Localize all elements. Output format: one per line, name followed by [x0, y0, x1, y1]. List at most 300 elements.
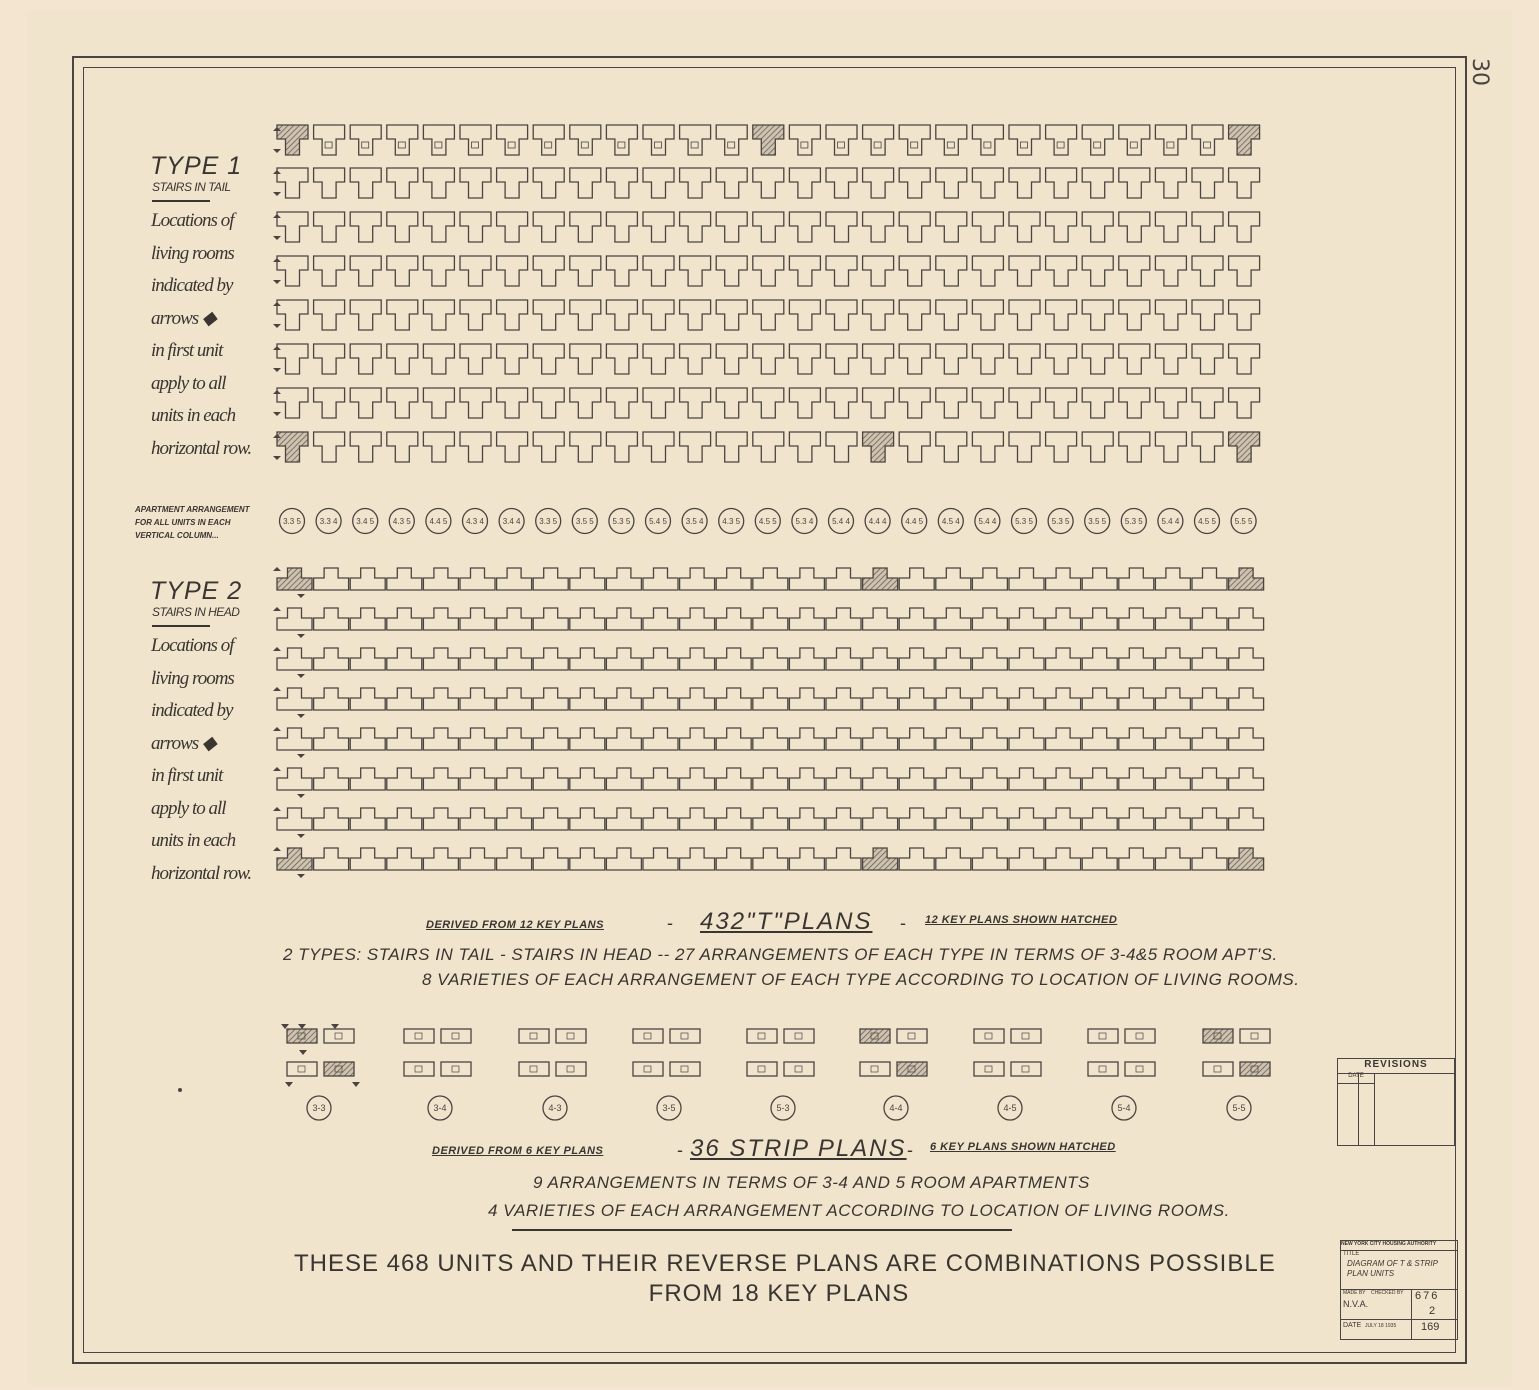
type2-legend-line-0: Locations of [151, 635, 234, 656]
t-unit [387, 608, 422, 630]
t-unit [1082, 432, 1113, 462]
t-unit [789, 300, 820, 330]
stair-mark [452, 1033, 459, 1039]
t-unit [1082, 848, 1117, 870]
t-unit [1155, 344, 1186, 374]
t-unit [753, 256, 784, 286]
t-unit [643, 608, 678, 630]
t-unit [936, 300, 967, 330]
t-unit [1155, 648, 1190, 670]
t-line1: 2 TYPES: STAIRS IN TAIL - STAIRS IN HEAD -- 27 ARRANGEMENTS OF EACH TYPE IN TERMS OF 3-4&5 ROOM APT'S. [283, 945, 1278, 964]
t-unit [680, 432, 711, 462]
stair-mark [985, 1033, 992, 1039]
t-unit [606, 848, 641, 870]
t-unit [533, 608, 568, 630]
t-unit [387, 728, 422, 750]
title-block-title-label: TITLE [1343, 1251, 1360, 1257]
arrangement-code: 5.4 4 [832, 517, 850, 526]
t-unit [716, 688, 751, 710]
type2-legend-line-6: units in each [151, 830, 236, 851]
t-unit [789, 388, 820, 418]
stair-mark [415, 1033, 422, 1039]
t-unit [423, 344, 454, 374]
t-unit [350, 212, 381, 242]
t-unit [936, 848, 971, 870]
arrangement-label-line-0: APARTMENT ARRANGEMENT [135, 505, 250, 514]
t-unit [423, 648, 458, 670]
living-room-arrow [273, 567, 281, 571]
t-unit [1046, 848, 1081, 870]
t-unit [1046, 728, 1081, 750]
t-unit [460, 688, 495, 710]
t-unit [350, 768, 385, 790]
t-unit [899, 168, 930, 198]
stair-mark [530, 1066, 537, 1072]
strip-caption-right: 6 KEY PLANS SHOWN HATCHED [930, 1141, 1116, 1153]
living-room-arrow [352, 1082, 360, 1087]
strip-code: 5-3 [776, 1103, 790, 1113]
t-unit [972, 648, 1007, 670]
living-room-arrow [273, 214, 281, 218]
stair-mark [415, 1066, 422, 1072]
t-unit [899, 768, 934, 790]
t-unit [1009, 212, 1040, 242]
t-unit [1155, 728, 1190, 750]
t-unit [899, 808, 934, 830]
t-unit [314, 728, 349, 750]
strip-caption-left: DERIVED FROM 6 KEY PLANS [432, 1145, 604, 1157]
t-unit [972, 168, 1003, 198]
t-unit [314, 344, 345, 374]
t-unit [753, 648, 788, 670]
t-unit [716, 648, 751, 670]
t-unit [789, 212, 820, 242]
t-unit [314, 168, 345, 198]
t-unit [1229, 728, 1264, 750]
strip-unit [974, 1062, 1004, 1076]
t-unit [716, 568, 751, 590]
t-unit [497, 212, 528, 242]
t-unit [1009, 125, 1040, 155]
t-unit [826, 568, 861, 590]
arrangement-code: 5.4 4 [978, 517, 997, 526]
stair-mark [298, 1066, 305, 1072]
t-unit [716, 300, 747, 330]
strip-unit [1240, 1062, 1270, 1076]
t-unit [533, 344, 564, 374]
t-unit [1009, 848, 1044, 870]
t-unit [606, 568, 641, 590]
t-unit [1082, 300, 1113, 330]
t-unit [1046, 432, 1077, 462]
living-room-arrow [297, 794, 305, 798]
t-unit [570, 125, 601, 155]
strip-unit [1203, 1029, 1233, 1043]
arrangement-label-line-1: FOR ALL UNITS IN EACH [135, 518, 231, 527]
t-unit [899, 300, 930, 330]
t-unit [277, 848, 312, 870]
t-unit [606, 212, 637, 242]
stair-mark [335, 1033, 342, 1039]
t-unit [1082, 388, 1113, 418]
t-unit [680, 688, 715, 710]
t-unit [497, 344, 528, 374]
t-unit [789, 768, 824, 790]
t-unit [423, 300, 454, 330]
t-unit [277, 212, 308, 242]
t-unit [680, 608, 715, 630]
t-unit [1082, 344, 1113, 374]
t-unit [972, 432, 1003, 462]
t-unit [314, 608, 349, 630]
t-unit [1046, 300, 1077, 330]
t-unit [789, 808, 824, 830]
t-unit [826, 388, 857, 418]
t-unit [497, 688, 532, 710]
t-unit [1192, 300, 1223, 330]
stair-mark [874, 142, 881, 148]
t-unit [753, 768, 788, 790]
t-unit [716, 728, 751, 750]
t-caption-center: 432"T"PLANS [700, 908, 873, 935]
t-unit [899, 568, 934, 590]
living-room-arrow [273, 847, 281, 851]
t-unit [826, 300, 857, 330]
t-unit [387, 344, 418, 374]
t-unit [936, 648, 971, 670]
t-unit [497, 256, 528, 286]
strip-unit [860, 1029, 890, 1043]
t-unit [350, 688, 385, 710]
t-unit [1119, 608, 1154, 630]
t-unit [1009, 344, 1040, 374]
t-unit [1009, 608, 1044, 630]
t-unit [899, 388, 930, 418]
t-unit [423, 848, 458, 870]
stair-mark [681, 1066, 688, 1072]
t-unit [606, 768, 641, 790]
t-unit [753, 168, 784, 198]
t-unit [606, 608, 641, 630]
strip-code: 5-5 [1232, 1103, 1246, 1113]
strip-code: 4-4 [889, 1103, 903, 1113]
strip-line1: 9 ARRANGEMENTS IN TERMS OF 3-4 AND 5 ROOM APARTMENTS [533, 1173, 1090, 1192]
strip-unit [1240, 1029, 1270, 1043]
t-unit [350, 388, 381, 418]
stair-mark [871, 1066, 878, 1072]
t-unit [277, 256, 308, 286]
type1-legend-line-4: in first unit [151, 340, 223, 361]
t-unit [789, 168, 820, 198]
arrangement-code: 4.5 4 [941, 517, 960, 526]
t-unit [972, 300, 1003, 330]
t-unit [423, 608, 458, 630]
t-unit [972, 568, 1007, 590]
arrangement-code: 3.5 5 [1088, 517, 1107, 526]
t-unit [1155, 168, 1186, 198]
t-unit [716, 256, 747, 286]
strip-unit [1125, 1062, 1155, 1076]
t-unit [643, 648, 678, 670]
t-unit [1119, 808, 1154, 830]
t-unit [533, 688, 568, 710]
t-unit [1229, 168, 1260, 198]
t-unit [716, 848, 751, 870]
t-unit [1229, 344, 1260, 374]
stair-mark [530, 1033, 537, 1039]
t-unit [863, 768, 898, 790]
t-unit [643, 848, 678, 870]
t-unit [789, 608, 824, 630]
strip-unit [747, 1062, 777, 1076]
t-unit [972, 728, 1007, 750]
stair-mark [1136, 1066, 1143, 1072]
arrangement-code: 5.3 5 [612, 517, 631, 526]
t-unit [1119, 848, 1154, 870]
t-unit [314, 688, 349, 710]
t-unit [387, 808, 422, 830]
arrangement-code: 4.3 5 [722, 517, 741, 526]
t-unit [1009, 728, 1044, 750]
stair-mark [618, 142, 625, 148]
t-unit [460, 768, 495, 790]
t-unit [1082, 256, 1113, 286]
t-unit [789, 648, 824, 670]
t-unit [753, 568, 788, 590]
t-unit [1229, 848, 1264, 870]
strip-code: 3-5 [662, 1103, 676, 1113]
title-block-date-label: DATE [1343, 1322, 1362, 1329]
stair-mark [691, 142, 698, 148]
t-unit [533, 388, 564, 418]
t-unit [899, 212, 930, 242]
type1-legend-line-2: indicated by [151, 275, 233, 296]
t-unit [314, 388, 345, 418]
arrangement-code: 3.3 4 [319, 517, 338, 526]
type2-legend-line-4: in first unit [151, 765, 223, 786]
t-unit [863, 568, 898, 590]
title-block-title: DIAGRAM OF T & STRIP PLAN UNITS [1347, 1259, 1438, 1278]
stair-mark [508, 142, 515, 148]
t-unit [826, 256, 857, 286]
t-unit [387, 300, 418, 330]
t-unit [899, 648, 934, 670]
t-unit [570, 568, 605, 590]
living-room-arrow [273, 607, 281, 611]
strip-rule [512, 1229, 1012, 1231]
t-unit [460, 125, 491, 155]
t-unit [1082, 728, 1117, 750]
stair-mark [801, 142, 808, 148]
arrangement-code: 5.3 5 [1124, 517, 1143, 526]
type1-legend-line-7: horizontal row. [151, 437, 252, 459]
t-unit [387, 125, 418, 155]
t-unit [789, 432, 820, 462]
t-unit [863, 256, 894, 286]
t-unit [1009, 568, 1044, 590]
t-unit [863, 388, 894, 418]
t-unit [643, 568, 678, 590]
t-unit [387, 388, 418, 418]
t-unit [826, 125, 857, 155]
strip-unit [633, 1062, 663, 1076]
t-unit [1192, 388, 1223, 418]
t-unit [826, 848, 861, 870]
t-unit [1082, 212, 1113, 242]
t-unit [936, 688, 971, 710]
t-unit [680, 728, 715, 750]
strip-unit [324, 1029, 354, 1043]
strip-unit [519, 1062, 549, 1076]
type2-legend-line-3: arrows ◆ [151, 732, 216, 754]
t-unit [314, 432, 345, 462]
t-unit [423, 688, 458, 710]
stair-mark [644, 1033, 651, 1039]
strip-unit [287, 1029, 317, 1043]
t-unit [1229, 125, 1260, 155]
t-unit [606, 648, 641, 670]
t-unit [533, 125, 564, 155]
t-unit [1155, 688, 1190, 710]
t-unit [716, 168, 747, 198]
t-unit [936, 568, 971, 590]
title-block-checked-label: CHECKED BY [1371, 1290, 1404, 1296]
strip-unit [974, 1029, 1004, 1043]
t-unit [1046, 808, 1081, 830]
stair-mark [1099, 1033, 1106, 1039]
t-unit [643, 300, 674, 330]
t-unit [753, 212, 784, 242]
t-unit [972, 608, 1007, 630]
t-unit [277, 648, 312, 670]
t-unit [643, 388, 674, 418]
t-unit [1009, 168, 1040, 198]
t-line2: 8 VARIETIES OF EACH ARRANGEMENT OF EACH TYPE ACCORDING TO LOCATION OF LIVING ROOMS. [422, 970, 1300, 989]
t-unit [497, 168, 528, 198]
t-unit [1046, 125, 1077, 155]
t-unit [1119, 125, 1150, 155]
t-unit [460, 848, 495, 870]
t-unit [423, 256, 454, 286]
arrangement-code: 3.3 5 [283, 517, 301, 526]
living-room-arrow [273, 192, 281, 196]
stair-mark [1057, 142, 1064, 148]
t-unit [277, 344, 308, 374]
living-room-arrow [273, 346, 281, 350]
t-unit [1082, 648, 1117, 670]
t-unit [460, 388, 491, 418]
living-room-arrow [299, 1050, 307, 1055]
t-unit [680, 256, 711, 286]
t-unit [680, 168, 711, 198]
t-unit [643, 432, 674, 462]
t-unit [533, 256, 564, 286]
t-unit [716, 212, 747, 242]
title-block [1340, 1240, 1458, 1340]
t-unit [1229, 256, 1260, 286]
title-block-sheet: 2 [1429, 1305, 1436, 1317]
living-room-arrow [297, 754, 305, 758]
t-unit [1192, 344, 1223, 374]
t-unit [863, 168, 894, 198]
strip-unit [670, 1062, 700, 1076]
stair-mark [728, 142, 735, 148]
t-unit [497, 728, 532, 750]
t-unit [350, 568, 385, 590]
t-unit [1229, 300, 1260, 330]
t-unit [1192, 432, 1223, 462]
t-unit [936, 344, 967, 374]
title-block-number: 676 [1415, 1290, 1440, 1302]
arrangement-code: 3.5 5 [575, 517, 594, 526]
arrangement-code: 3.5 4 [685, 517, 704, 526]
stair-mark [435, 142, 442, 148]
t-unit [1082, 688, 1117, 710]
t-unit [387, 688, 422, 710]
type2-subtitle: STAIRS IN HEAD [152, 605, 240, 619]
arrangement-code: 5.4 5 [649, 517, 667, 526]
t-unit [1192, 848, 1227, 870]
t-unit [314, 848, 349, 870]
living-room-arrow [273, 456, 281, 460]
t-unit [570, 256, 601, 286]
t-unit [423, 212, 454, 242]
t-unit [314, 568, 349, 590]
stair-mark [1204, 142, 1211, 148]
t-unit [570, 344, 601, 374]
t-unit [277, 300, 308, 330]
t-unit [936, 808, 971, 830]
strip-unit [860, 1062, 890, 1076]
t-unit [972, 125, 1003, 155]
t-unit [1155, 768, 1190, 790]
t-unit [497, 608, 532, 630]
title-block-date: JULY 18 1935 [1365, 1323, 1397, 1329]
living-room-arrow [297, 714, 305, 718]
type2-legend-line-7: horizontal row. [151, 862, 252, 884]
t-unit [680, 125, 711, 155]
t-unit [789, 125, 820, 155]
t-unit [1155, 808, 1190, 830]
t-unit [1155, 300, 1186, 330]
t-unit [1155, 568, 1190, 590]
t-unit [826, 808, 861, 830]
t-unit [277, 688, 312, 710]
stair-mark [911, 142, 918, 148]
t-unit [1192, 808, 1227, 830]
t-unit [936, 388, 967, 418]
strip-unit [1088, 1029, 1118, 1043]
t-unit [716, 808, 751, 830]
t-unit [277, 768, 312, 790]
t-unit [1046, 648, 1081, 670]
t-unit [1046, 768, 1081, 790]
strip-unit [404, 1029, 434, 1043]
arrangement-code: 3.4 4 [502, 517, 521, 526]
stair-mark [472, 142, 479, 148]
t-unit [423, 168, 454, 198]
t-unit [1046, 256, 1077, 286]
t-unit [460, 212, 491, 242]
stair-mark [362, 142, 369, 148]
living-room-arrow [297, 594, 305, 598]
stair-mark [758, 1033, 765, 1039]
stair-mark [567, 1033, 574, 1039]
t-unit [387, 648, 422, 670]
revisions-date-label: DATE [1338, 1073, 1374, 1084]
t-unit [899, 688, 934, 710]
t-unit [350, 344, 381, 374]
